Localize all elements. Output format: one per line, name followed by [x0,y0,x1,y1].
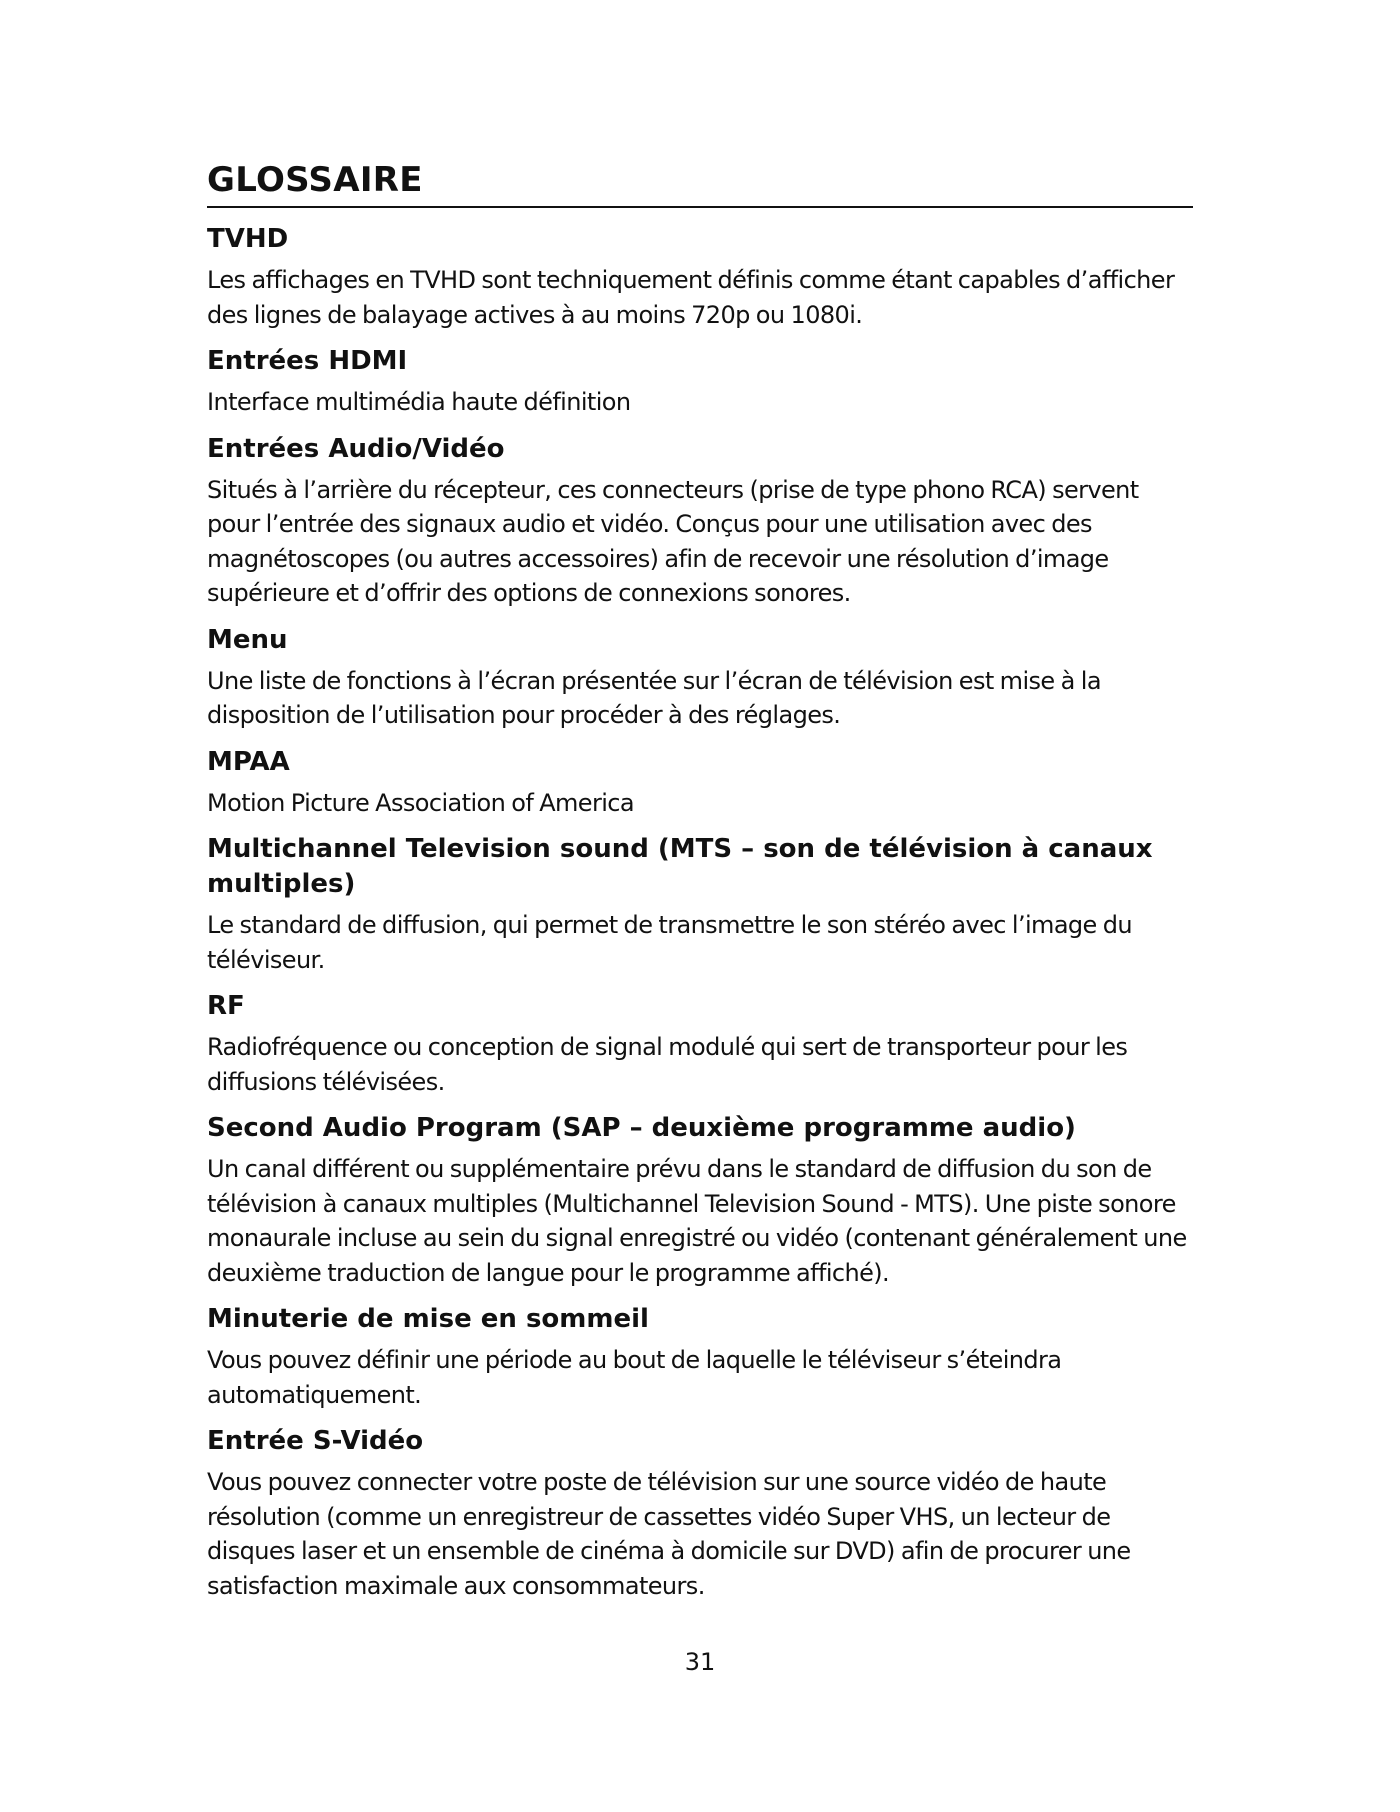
glossary-entry-hdmi [207,344,1193,420]
glossary-entry-tvhd [207,222,1193,332]
glossary-definition: Motion Picture Association of America [207,788,634,817]
glossary-definition: Interface multimédia haute définition [207,388,631,416]
glossary-entry-menu [207,623,1193,733]
glossary-definition: Vous pouvez connecter votre poste de télévision sur une source vidéo de haute résolution (comme un enregistreur de cassettes vidéo Super VHS, un lecteur de disques laser et un ensemble de cinéma à domicile sur DVD) afin de procurer une satisfaction maximale aux consommateurs. [207,1468,1131,1600]
glossary-term: TVHD [207,224,289,254]
glossary-entry-mpaa [207,745,1193,821]
glossary-term: Multichannel Television sound (MTS – son de télévision à canaux multiples) [207,834,1153,899]
glossary-entry-audio-video [207,432,1193,611]
glossary-definition: Radiofréquence ou conception de signal modulé qui sert de transporteur pour les diffusions télévisées. [207,1033,1128,1096]
glossary-term: Second Audio Program (SAP – deuxième programme audio) [207,1113,1076,1143]
glossary-entry-sap [207,1111,1193,1290]
glossary-list [207,222,1193,1603]
glossary-entry-rf [207,989,1193,1099]
glossary-term: MPAA [207,746,290,777]
glossary-entry-sleep-timer [207,1302,1193,1412]
glossary-term: Entrées HDMI [207,346,408,376]
glossary-definition: Un canal différent ou supplémentaire prévu dans le standard de diffusion du son de télévision à canaux multiples (Multichannel Television Sound - MTS). Une piste sonore monaurale incluse au sein du signal enregistré ou vidéo (contenant généralement une deuxième traduction de langue pour le programme affiché). [207,1155,1187,1287]
glossary-term: Entrée S-Vidéo [207,1426,424,1456]
glossary-definition: Vous pouvez définir une période au bout de laquelle le téléviseur s’éteindra automatiquement. [207,1346,1062,1409]
glossary-entry-mts [207,832,1193,977]
glossary-definition: Situés à l’arrière du récepteur, ces connecteurs (prise de type phono RCA) servent pour l’entrée des signaux audio et vidéo. Conçus pour une utilisation avec des magnétoscopes (ou autres accessoires) afin de recevoir une résolution d’image supérieure et d’offrir des options de connexions sonores. [207,475,1139,607]
glossary-term: Entrées Audio/Vidéo [207,433,505,464]
glossary-term: Menu [207,624,288,655]
glossary-definition: Une liste de fonctions à l’écran présentée sur l’écran de télévision est mise à la disposition de l’utilisation pour procéder à des réglages. [207,666,1101,729]
page-title: GLOSSAIRE [207,160,1193,208]
glossary-term: RF [207,991,245,1021]
glossary-definition: Le standard de diffusion, qui permet de transmettre le son stéréo avec l’image du téléviseur. [207,911,1133,974]
glossary-term: Minuterie de mise en sommeil [207,1304,649,1334]
glossary-entry-s-video [207,1424,1193,1603]
page-number: 31 [684,1648,716,1676]
glossary-page [207,160,1193,1615]
glossary-definition: Les affichages en TVHD sont techniquement définis comme étant capables d’afficher des lignes de balayage actives à au moins 720p ou 1080i. [207,266,1175,329]
